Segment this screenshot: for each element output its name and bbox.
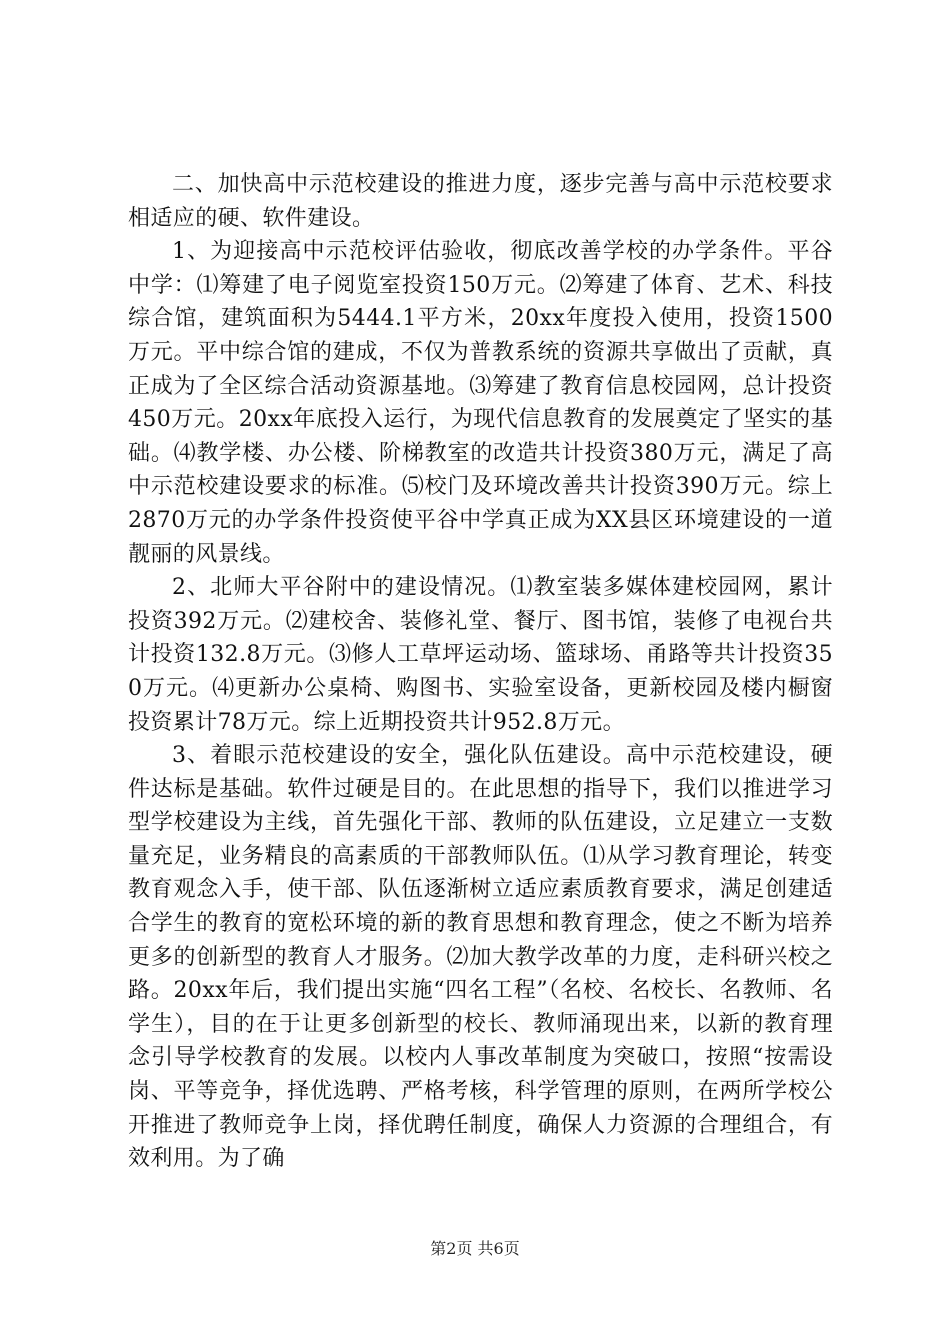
paragraph-item-one: 1、为迎接高中示范校评估验收，彻底改善学校的办学条件。平谷中学：⑴筹建了电子阅览室投资150万元。⑵筹建了体育、艺术、科技综合馆，建筑面积为5444.1平方米，20xx年度投入使用，投资1500万元。平中综合馆的建成，不仅为普教系统的资源共享做出了贡献，真正成为了全区综合活动资源基地。⑶筹建了教育信息校园网，总计投资450万元。20xx年底投入运行，为现代信息教育的发展奠定了坚实的基础。⑷教学楼、办公楼、阶梯教室的改造共计投资380万元，满足了高中示范校建设要求的标准。⑸校门及环境改善共计投资390万元。综上2870万元的办学条件投资使平谷中学真正成为XX县区环境建设的一道靓丽的风景线。 bbox=[128, 239, 833, 567]
paragraph-item-two: 2、北师大平谷附中的建设情况。⑴教室装多媒体建校园网，累计投资392万元。⑵建校舍、装修礼堂、餐厅、图书馆，装修了电视台共计投资132.8万元。⑶修人工草坪运动场、篮球场、甬路等共计投资350万元。⑷更新办公桌椅、购图书、实验室设备，更新校园及楼内橱窗投资累计78万元。综上近期投资共计952.8万元。 bbox=[128, 575, 833, 735]
document-body bbox=[128, 168, 833, 1176]
paragraph-item-three: 3、着眼示范校建设的安全，强化队伍建设。高中示范校建设，硬件达标是基础。软件过硬是目的。在此思想的指导下，我们以推进学习型学校建设为主线，首先强化干部、教师的队伍建设，立足建立一支数量充足，业务精良的高素质的干部教师队伍。⑴从学习教育理论，转变教育观念入手，使干部、队伍逐渐树立适应素质教育要求，满足创建适合学生的教育的宽松环境的新的教育思想和教育理念，使之不断为培养更多的创新型的教育人才服务。⑵加大教学改革的力度，走科研兴校之路。20xx年后，我们提出实施“四名工程”（名校、名校长、名教师、名学生），目的在于让更多创新型的校长、教师涌现出来，以新的教育理念引导学校教育的发展。以校内人事改革制度为突破口，按照“按需设岗、平等竞争，择优选聘、严格考核，科学管理的原则，在两所学校公开推进了教师竞争上岗，择优聘任制度，确保人力资源的合理组合，有效利用。为了确 bbox=[128, 743, 833, 1172]
paragraph-heading-two: 二、加快高中示范校建设的推进力度，逐步完善与高中示范校要求相适应的硬、软件建设。 bbox=[128, 172, 833, 231]
page-number-footer: 第2页 共6页 bbox=[430, 1239, 520, 1258]
